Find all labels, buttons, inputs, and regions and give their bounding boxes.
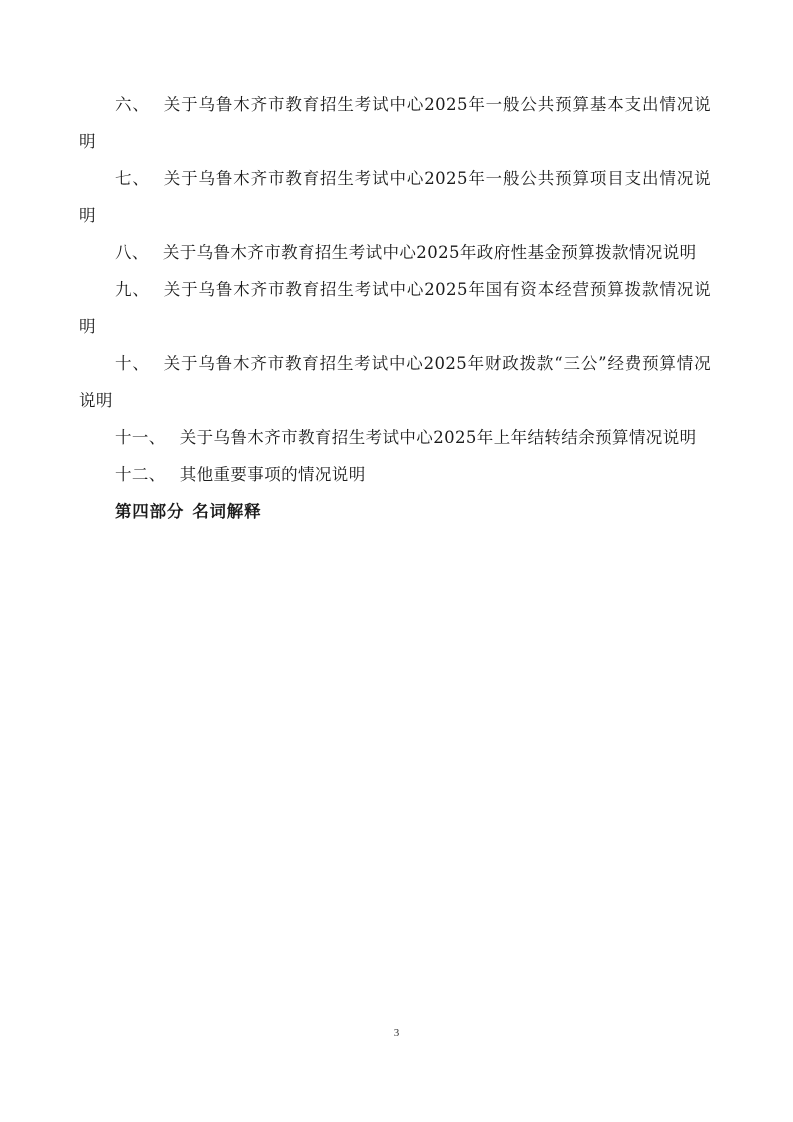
toc-entry-number: 九、	[115, 280, 150, 299]
toc-entry-number: 六、	[115, 95, 150, 114]
toc-entry-text: 关于乌鲁木齐市教育招生考试中心2025年一般公共预算基本支出情况说明	[79, 95, 711, 151]
toc-entry-text: 关于乌鲁木齐市教育招生考试中心2025年上年结转结余预算情况说明	[179, 428, 697, 447]
toc-entry-text: 其他重要事项的情况说明	[179, 465, 366, 484]
toc-entry-6[interactable]	[79, 86, 711, 160]
toc-entry-number: 八、	[115, 243, 149, 262]
table-of-contents	[79, 86, 711, 530]
toc-entry-text: 关于乌鲁木齐市教育招生考试中心2025年一般公共预算项目支出情况说明	[79, 169, 711, 225]
toc-entry-10[interactable]	[79, 345, 711, 419]
toc-entry-11[interactable]	[79, 419, 711, 456]
toc-section-heading[interactable]	[79, 493, 711, 530]
toc-entry-9[interactable]	[79, 271, 711, 345]
toc-entry-text: 关于乌鲁木齐市教育招生考试中心2025年财政拨款“三公”经费预算情况说明	[79, 354, 711, 410]
section-title-label: 名词解释	[192, 502, 262, 521]
toc-entry-text: 关于乌鲁木齐市教育招生考试中心2025年国有资本经营预算拨款情况说明	[79, 280, 711, 336]
toc-entry-number: 七、	[115, 169, 150, 188]
toc-entry-number: 十、	[115, 354, 150, 373]
page-number: 3	[393, 1027, 400, 1039]
toc-entry-number: 十一、	[115, 428, 166, 447]
toc-entry-8[interactable]	[79, 234, 711, 271]
section-part-label: 第四部分	[115, 502, 185, 521]
toc-entry-12[interactable]	[79, 456, 711, 493]
toc-entry-text: 关于乌鲁木齐市教育招生考试中心2025年政府性基金预算拨款情况说明	[162, 243, 697, 262]
toc-entry-7[interactable]	[79, 160, 711, 234]
toc-entry-number: 十二、	[115, 465, 166, 484]
